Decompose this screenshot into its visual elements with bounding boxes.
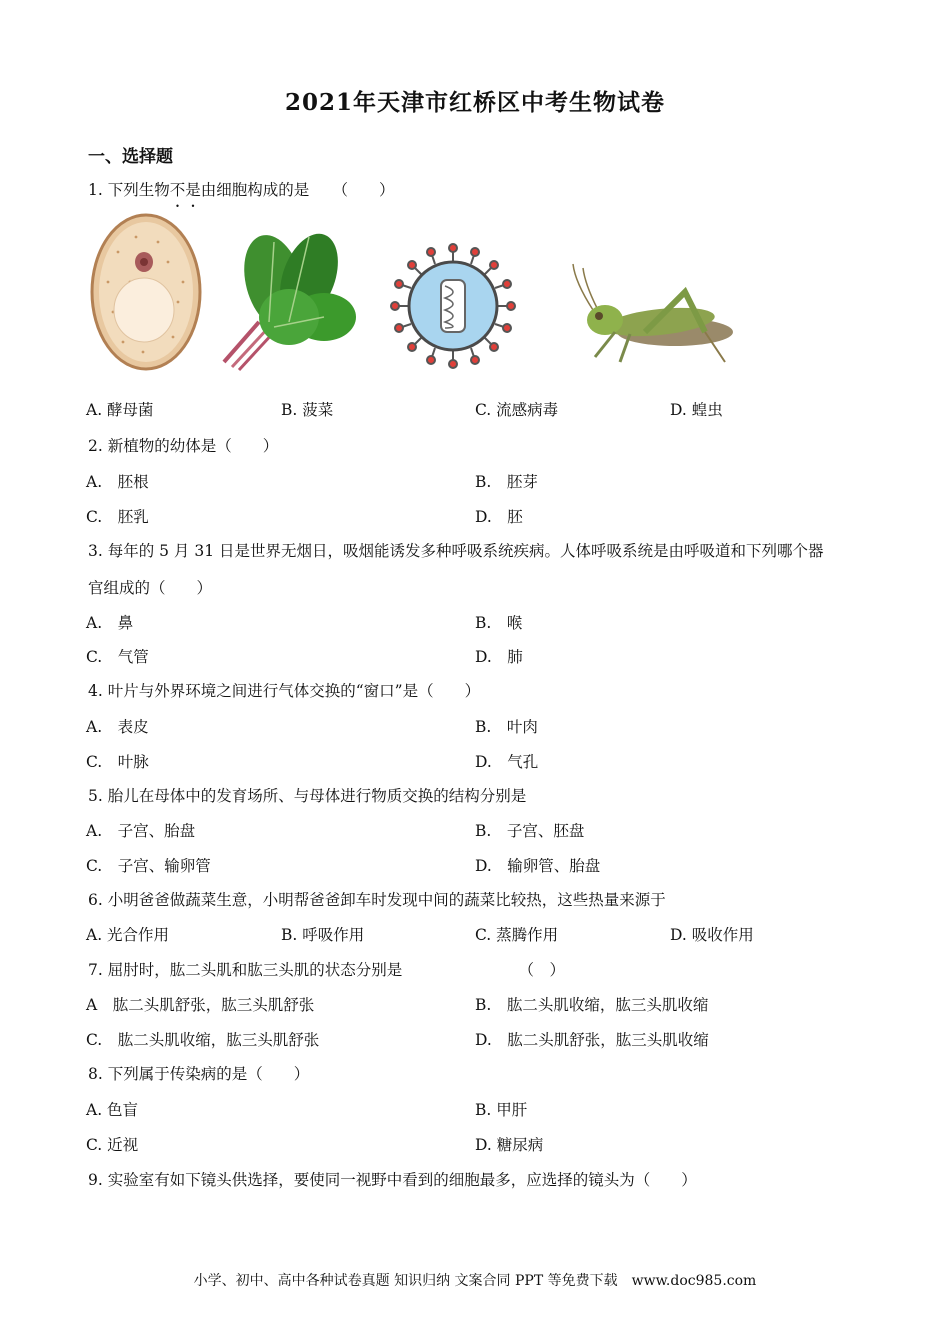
question-4-option-a[interactable]: A. 表皮 xyxy=(86,718,149,736)
question-7-option-d[interactable]: D. 肱二头肌舒张，肱三头肌收缩 xyxy=(475,1031,709,1049)
grasshopper-image xyxy=(565,262,735,372)
question-4-option-c[interactable]: C. 叶脉 xyxy=(86,753,149,771)
influenza-virus-image xyxy=(387,240,519,372)
question-3-option-a[interactable]: A. 鼻 xyxy=(86,614,134,632)
question-8-option-a[interactable]: A. 色盲 xyxy=(86,1101,139,1119)
question-5-option-a[interactable]: A. 子宫、胎盘 xyxy=(86,822,196,840)
question-8-stem: 8. 下列属于传染病的是（ ） xyxy=(88,1065,310,1083)
question-1-option-c[interactable]: C. 流感病毒 xyxy=(475,401,559,419)
question-8-option-c[interactable]: C. 近视 xyxy=(86,1136,139,1154)
question-1-option-d[interactable]: D. 蝗虫 xyxy=(670,401,723,419)
question-4-stem: 4. 叶片与外界环境之间进行气体交换的“窗口”是（ ） xyxy=(88,682,481,700)
question-6-option-a[interactable]: A. 光合作用 xyxy=(86,926,170,944)
question-2-option-b[interactable]: B. 胚芽 xyxy=(475,473,538,491)
question-3-option-b[interactable]: B. 喉 xyxy=(475,614,523,632)
question-7-stem: 7. 屈肘时，肱二头肌和肱三头肌的状态分别是 （ ） xyxy=(88,961,565,979)
question-1-stem: 1. 下列生物不是由细胞构成的是 （ ） xyxy=(88,181,395,199)
page-footer: 小学、初中、高中各种试卷真题 知识归纳 文案合同 PPT 等免费下载 www.doc985.com xyxy=(193,1273,757,1289)
section-heading: 一、选择题 xyxy=(88,147,173,167)
question-8-option-b[interactable]: B. 甲肝 xyxy=(475,1101,528,1119)
question-3-stem: 3. 每年的 5 月 31 日是世界无烟日，吸烟能诱发多种呼吸系统疾病。人体呼吸系统是由呼吸道和下列哪个器 xyxy=(88,542,824,560)
question-6-option-d[interactable]: D. 吸收作用 xyxy=(670,926,754,944)
spinach-image xyxy=(214,222,364,372)
question-1-option-a[interactable]: A. 酵母菌 xyxy=(86,401,154,419)
question-6-option-c[interactable]: C. 蒸腾作用 xyxy=(475,926,559,944)
question-2-option-c[interactable]: C. 胚乳 xyxy=(86,508,149,526)
question-6-option-b[interactable]: B. 呼吸作用 xyxy=(281,926,365,944)
question-3-option-d[interactable]: D. 肺 xyxy=(475,648,523,666)
question-2-option-d[interactable]: D. 胚 xyxy=(475,508,523,526)
question-7-option-c[interactable]: C. 肱二头肌收缩，肱三头肌舒张 xyxy=(86,1031,320,1049)
question-3-option-c[interactable]: C. 气管 xyxy=(86,648,149,666)
question-4-option-d[interactable]: D. 气孔 xyxy=(475,753,539,771)
question-7-option-b[interactable]: B. 肱二头肌收缩，肱三头肌收缩 xyxy=(475,996,709,1014)
question-2-option-a[interactable]: A. 胚根 xyxy=(86,473,149,491)
page-title: 2021年天津市红桥区中考生物试卷 xyxy=(284,89,665,116)
yeast-cell-image xyxy=(88,212,204,372)
question-1-option-b[interactable]: B. 菠菜 xyxy=(281,401,334,419)
question-5-stem: 5. 胎儿在母体中的发育场所、与母体进行物质交换的结构分别是 xyxy=(88,787,527,805)
question-9-stem: 9. 实验室有如下镜头供选择，要使同一视野中看到的细胞最多，应选择的镜头为（ ） xyxy=(88,1171,697,1189)
question-5-option-b[interactable]: B. 子宫、胚盘 xyxy=(475,822,585,840)
question-8-option-d[interactable]: D. 糖尿病 xyxy=(475,1136,544,1154)
question-2-stem: 2. 新植物的幼体是（ ） xyxy=(88,437,279,455)
question-5-option-d[interactable]: D. 输卵管、胎盘 xyxy=(475,857,601,875)
question-3-stem-line-2: 官组成的（ ） xyxy=(88,579,213,597)
question-7-option-a[interactable]: A 肱二头肌舒张，肱三头肌舒张 xyxy=(86,996,315,1014)
question-6-stem: 6. 小明爸爸做蔬菜生意，小明帮爸爸卸车时发现中间的蔬菜比较热，这些热量来源于 xyxy=(88,891,666,909)
question-5-option-c[interactable]: C. 子宫、输卵管 xyxy=(86,857,211,875)
question-4-option-b[interactable]: B. 叶肉 xyxy=(475,718,538,736)
